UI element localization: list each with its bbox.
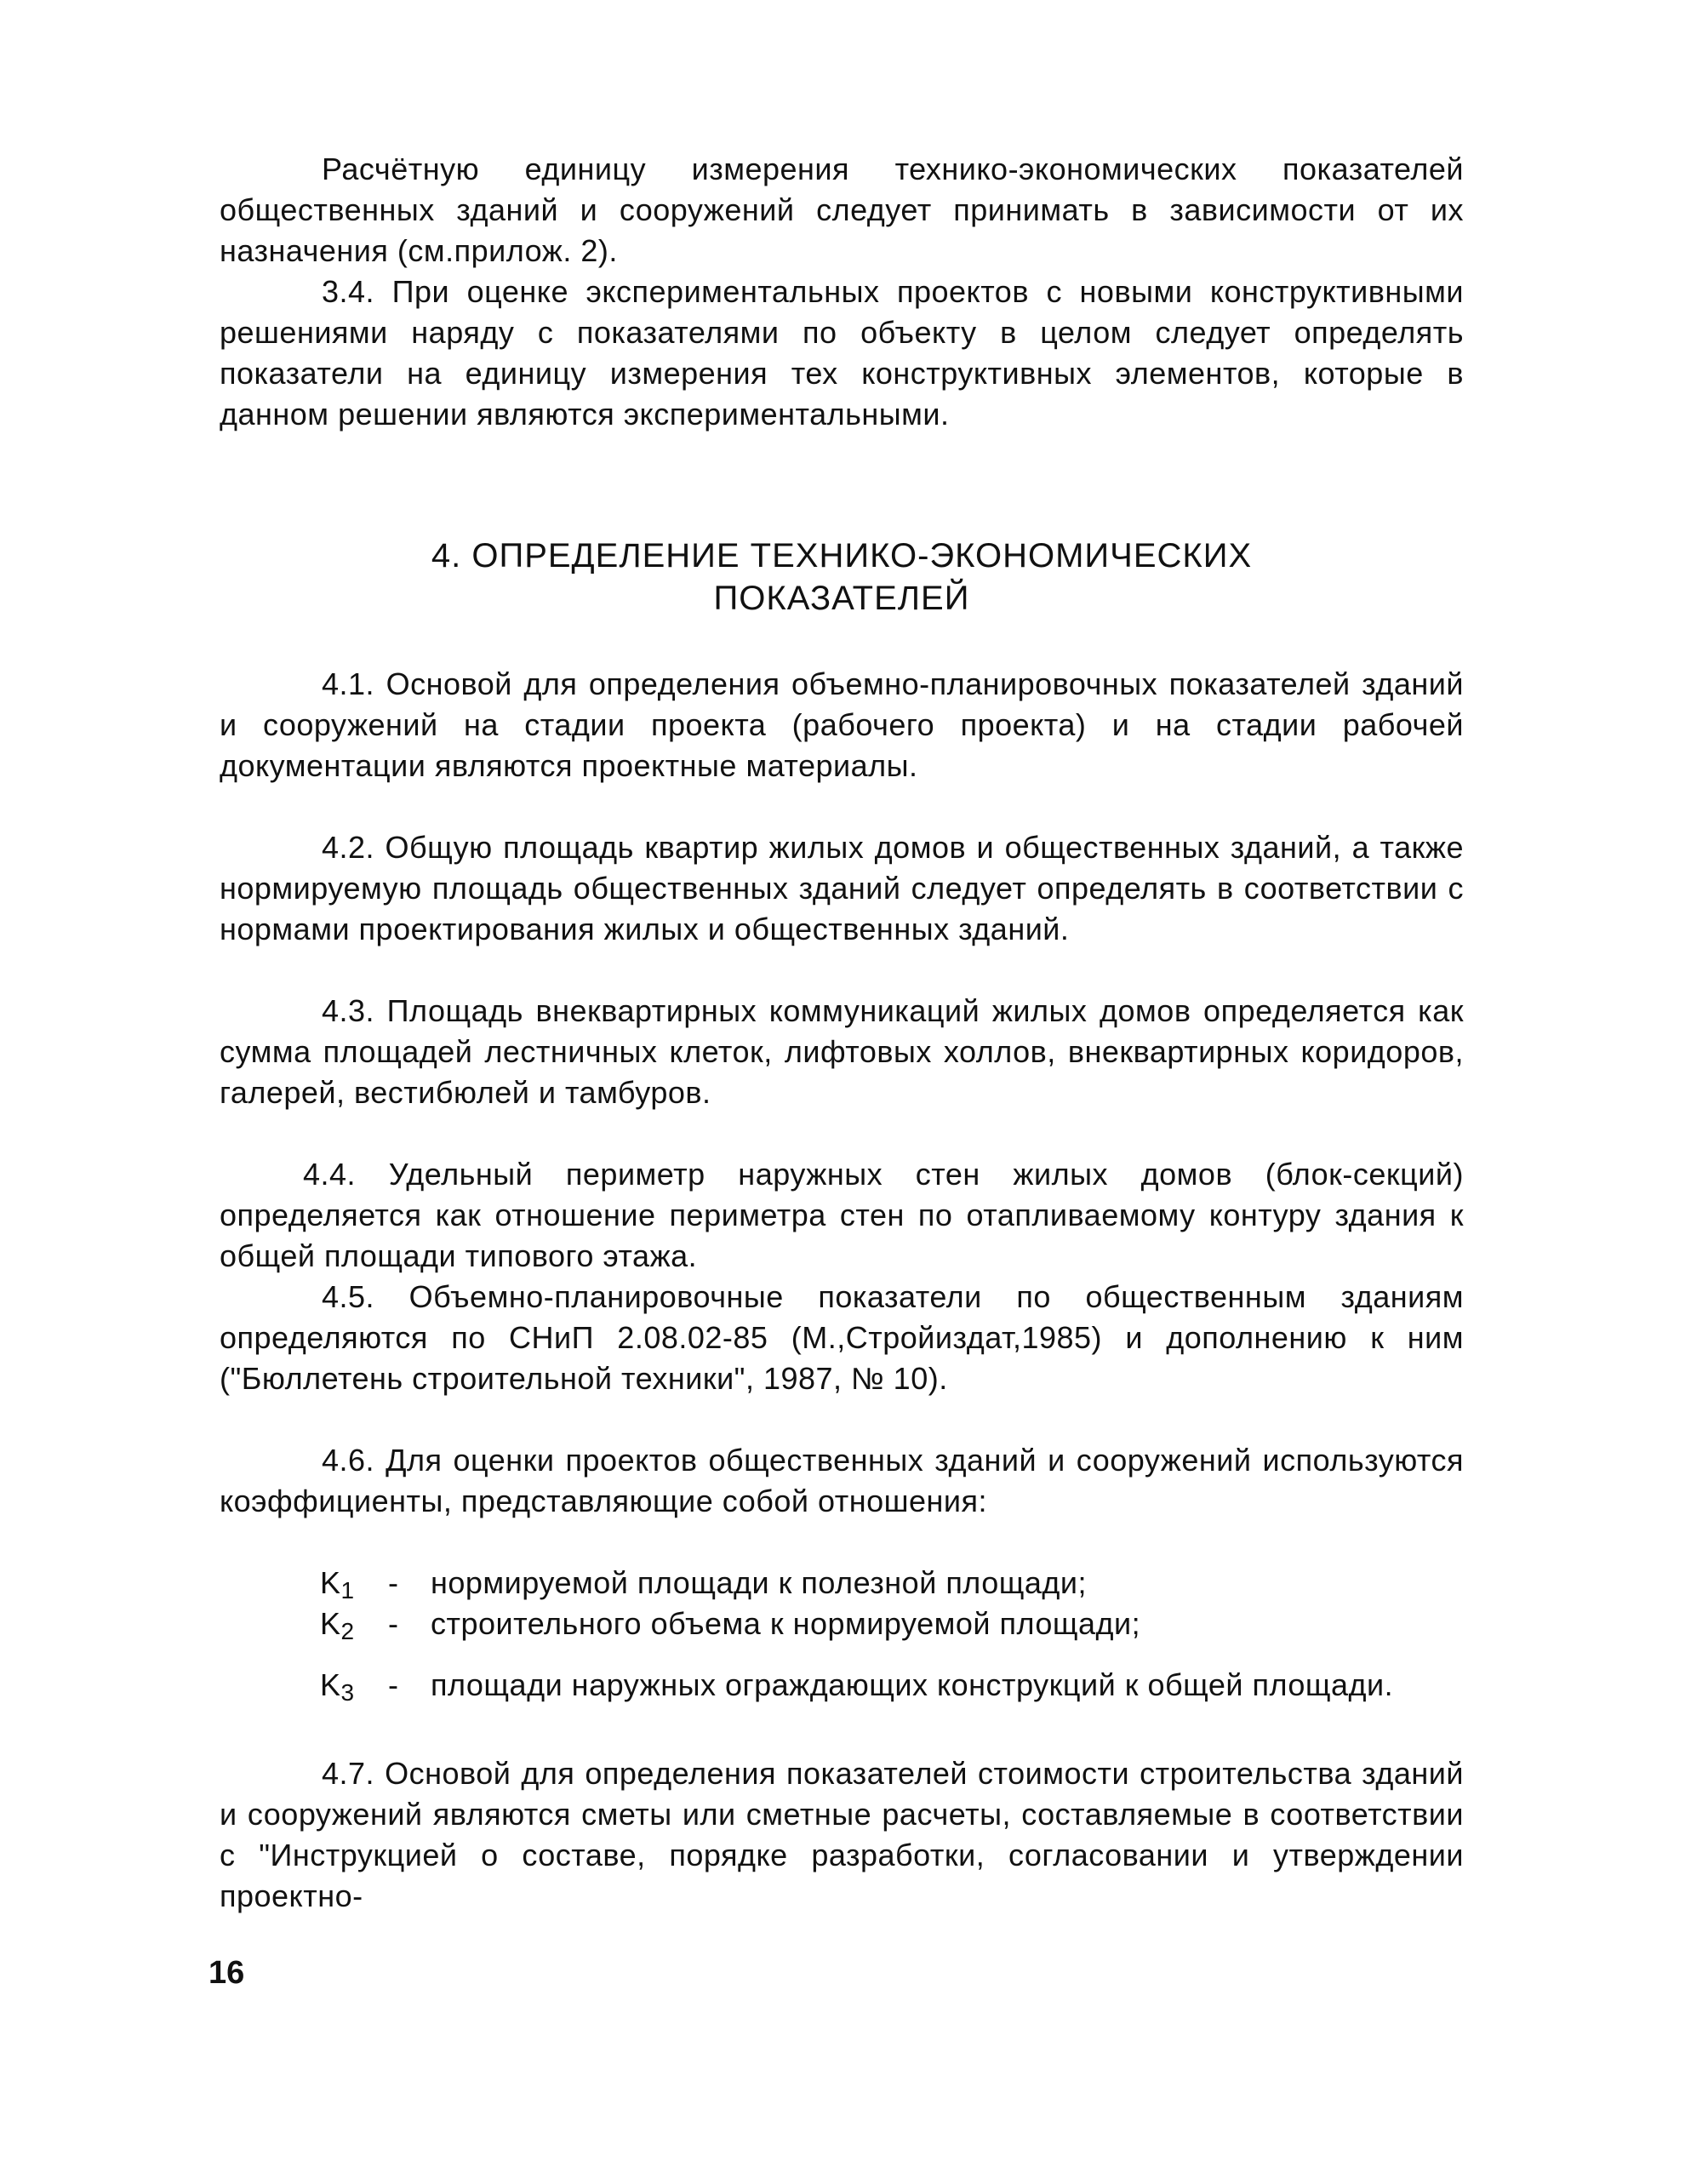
section-heading	[220, 535, 1464, 620]
section-heading-line1: 4. ОПРЕДЕЛЕНИЕ ТЕХНИКО-ЭКОНОМИЧЕСКИХ	[431, 537, 1253, 575]
coefficient-text: площади наружных ограждающих конструкций к общей площади.	[431, 1667, 1394, 1702]
document-page: Расчётную единицу измерения технико-экономических показателей общественных зданий и сооружений следует принимать в зависимости от их назначения (см.прилож. 2). 3.4. При оценке экспериментальных проектов с новыми конструктивными решениями наряду с показателями по объекту в целом следует определять показатели на единицу измерения тех конструктивных элементов, которые в данном решении являются экспериментальными. 4. ОПРЕДЕЛЕНИЕ ТЕХНИКО-ЭКОНОМИЧЕСКИХ ПОКАЗАТЕЛЕЙ 4.1. Основой для определения объемно-планировочных показателей зданий и сооружений на стадии проекта (рабочего проекта) и на стадии рабочей документации являются проектные материалы. 4.2. Общую площадь квартир жилых домов и общественных зданий, а также нормируемую площадь общественных зданий следует определять в соответствии с нормами проектирования жилых и общественных зданий. 4.3. Площадь внеквартирных коммуникаций жилых домов определяется как сумма площадей лестничных клеток, лифтовых холлов, внеквартирных коридоров, галерей, вестибюлей и тамбуров. 4.4. Удельный периметр наружных стен жилых домов (блок-секций) определяется как отношение периметра стен по отапливаемому контуру здания к общей площади типового этажа. 4.5. Объемно-планировочные показатели по общественным зданиям определяются по СНиП 2.08.02-85 (М.,Стройиздат,1985) и дополнению к ним ("Бюллетень строительной техники", 1987, № 10). 4.6. Для оценки проектов общественных зданий и сооружений используются коэффициенты, представляющие собой отношения: $K_1$ - нормируемой площади к полезной площади; $K_2$ - строительного объема к нормируемой площади; $K_3$ - площади наружных ограждающих конструкций к общей площади. 4.7. Основой для определения показателей стоимости строительства зданий и сооружений являются сметы или сметные расчеты, составляемые в соответствии с "Инструкцией о составе, порядке разработки, согласовании и утверждении проектно- 16	[0, 0, 1708, 2161]
paragraph-4-3: 4.3. Площадь внеквартирных коммуникаций жилых домов определяется как сумма площадей лестничных клеток, лифтовых холлов, внеквартирных коридоров, галерей, вестибюлей и тамбуров.	[220, 993, 1464, 1110]
coefficient-symbol: $K_1$	[320, 1565, 355, 1604]
paragraph-4-6: 4.6. Для оценки проектов общественных зданий и сооружений используются коэффициенты, представляющие собой отношения:	[220, 1443, 1464, 1518]
section-heading-line2: ПОКАЗАТЕЛЕЙ	[713, 580, 970, 617]
page-number: 16	[209, 1955, 245, 1991]
paragraph-intro: Расчётную единицу измерения технико-экономических показателей общественных зданий и сооружений следует принимать в зависимости от их назначения (см.прилож. 2).	[220, 151, 1464, 268]
coefficient-symbol: $K_3$	[320, 1667, 355, 1706]
coefficient-text: строительного объема к нормируемой площади;	[431, 1606, 1141, 1641]
paragraph-4-5: 4.5. Объемно-планировочные показатели по общественным зданиям определяются по СНиП 2.08.02-85 (М.,Стройиздат,1985) и дополнению к ним ("Бюллетень строительной техники", 1987, № 10).	[220, 1279, 1464, 1396]
paragraph-4-7: 4.7. Основой для определения показателей стоимости строительства зданий и сооружений являются сметы или сметные расчеты, составляемые в соответствии с "Инструкцией о составе, порядке разработки, согласовании и утверждении проектно-	[220, 1756, 1464, 1913]
paragraph-3-4: 3.4. При оценке экспериментальных проектов с новыми конструктивными решениями наряду с показателями по объекту в целом следует определять показатели на единицу измерения тех конструктивных элементов, которые в данном решении являются экспериментальными.	[220, 274, 1464, 432]
coefficient-text: нормируемой площади к полезной площади;	[431, 1565, 1087, 1600]
coefficient-symbol: $K_2$	[320, 1606, 355, 1644]
paragraph-4-1: 4.1. Основой для определения объемно-планировочных показателей зданий и сооружений на стадии проекта (рабочего проекта) и на стадии рабочей документации являются проектные материалы.	[220, 666, 1464, 783]
paragraph-4-2: 4.2. Общую площадь квартир жилых домов и общественных зданий, а также нормируемую площадь общественных зданий следует определять в соответствии с нормами проектирования жилых и общественных зданий.	[220, 830, 1464, 946]
paragraph-4-4: 4.4. Удельный периметр наружных стен жилых домов (блок-секций) определяется как отношение периметра стен по отапливаемому контуру здания к общей площади типового этажа.	[220, 1157, 1464, 1273]
